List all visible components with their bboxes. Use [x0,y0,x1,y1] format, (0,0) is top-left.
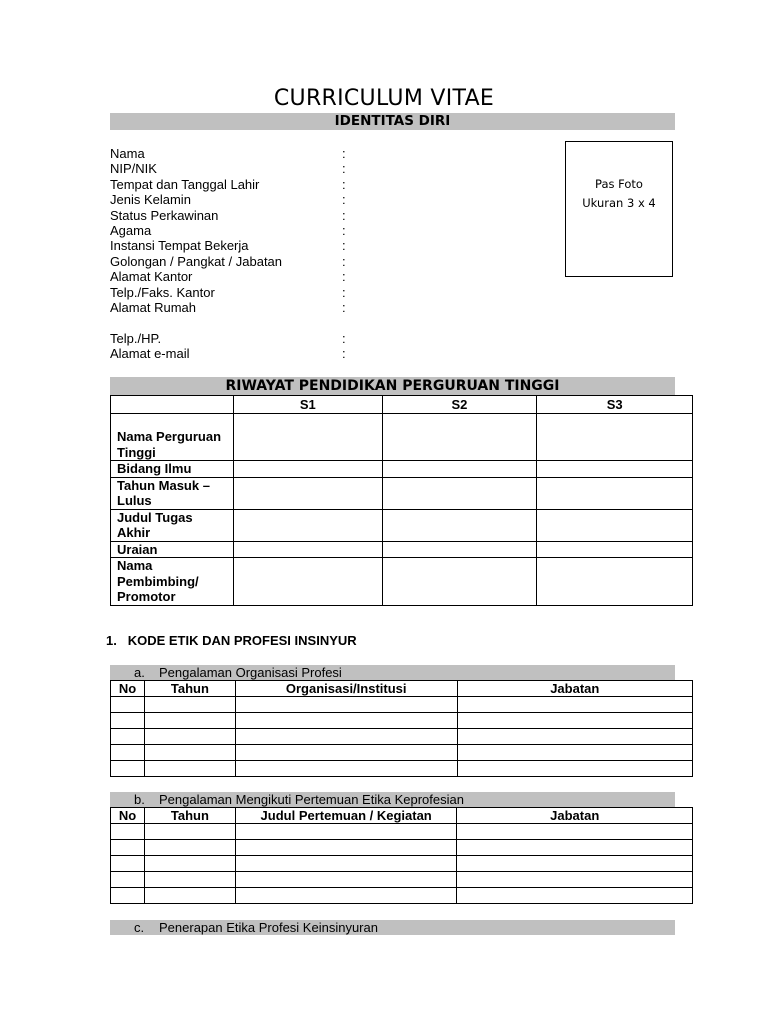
field-row [110,223,350,238]
row-label: Tahun Masuk – Lulus [111,477,234,509]
field-label: Golongan / Pangkat / Jabatan [110,253,283,269]
field-label: Alamat e-mail [110,346,190,362]
section-heading [106,633,357,648]
pendidikan-header: RIWAYAT PENDIDIKAN PERGURUAN TINGGI [110,377,675,395]
field-row [110,238,350,253]
identity-fields [110,146,350,361]
table-row [111,840,693,856]
field-label: NIP/NIK [110,161,157,177]
photo-placeholder [565,141,673,277]
table-header-cell: S3 [537,396,693,414]
table-header-cell: Judul Pertemuan / Kegiatan [235,808,457,824]
row-label: Nama Perguruan Tinggi [111,414,234,461]
field-colon: : [342,176,346,192]
pertemuan-table [110,807,693,904]
photo-label: Pas Foto [595,177,643,191]
table-row [111,856,693,872]
table-row [111,761,693,777]
subsection-c-heading [110,920,675,935]
table-header-cell: No [111,808,145,824]
field-label: Alamat Kantor [110,269,193,285]
field-label: Agama [110,222,152,238]
field-colon: : [342,284,346,300]
field-row [110,146,350,161]
table-row [111,745,693,761]
field-colon: : [342,269,346,285]
field-colon: : [342,346,346,362]
field-colon: : [342,299,346,315]
organisasi-table [110,680,693,777]
table-row [111,824,693,840]
subsection-a-heading [110,665,675,680]
table-row [111,541,693,558]
field-colon: : [342,222,346,238]
table-row [111,729,693,745]
field-label: Alamat Rumah [110,299,196,315]
photo-size-label: Ukuran 3 x 4 [582,196,656,210]
field-row [110,208,350,223]
field-row [110,192,350,207]
row-label: Judul Tugas Akhir [111,509,234,541]
field-colon: : [342,192,346,208]
field-label: Nama [110,146,145,161]
table-header-cell: S2 [382,396,537,414]
page-title: CURRICULUM VITAE [273,86,495,111]
education-table [110,395,693,606]
subsection-label: a. [134,665,145,680]
subsection-title: Pengalaman Mengikuti Pertemuan Etika Keprofesian [159,792,464,807]
row-label: Bidang Ilmu [111,461,234,478]
field-label: Jenis Kelamin [110,192,191,208]
field-row [110,300,350,315]
section-title: KODE ETIK DAN PROFESI INSINYUR [127,633,357,648]
field-colon: : [342,161,346,177]
table-row [111,414,693,461]
table-row [111,477,693,509]
field-row [110,331,350,346]
field-row [110,269,350,284]
field-label: Tempat dan Tanggal Lahir [110,176,260,192]
field-colon: : [342,253,346,269]
field-row [110,285,350,300]
subsection-title: Penerapan Etika Profesi Keinsinyuran [159,920,378,935]
table-row [111,888,693,904]
table-header-cell: Jabatan [457,808,693,824]
field-colon: : [342,330,346,346]
subsection-title: Pengalaman Organisasi Profesi [159,665,342,680]
field-colon: : [342,207,346,223]
table-row [111,872,693,888]
row-label: Uraian [111,541,234,558]
field-row [110,254,350,269]
table-header-cell: Tahun [144,681,235,697]
table-header-cell: Jabatan [457,681,692,697]
table-header-cell [111,396,234,414]
field-label: Instansi Tempat Bekerja [110,238,249,254]
field-row [110,161,350,176]
table-header-cell: S1 [233,396,382,414]
identitas-header: IDENTITAS DIRI [110,113,675,130]
subsection-label: b. [134,792,145,807]
field-colon: : [342,146,346,161]
table-row [111,713,693,729]
table-header-cell: No [111,681,145,697]
table-row [111,509,693,541]
section-number: 1. [106,633,117,648]
subsection-b-heading [110,792,675,807]
field-label: Telp./HP. [110,330,162,346]
table-row [111,461,693,478]
table-header-cell: Tahun [144,808,235,824]
field-row [110,177,350,192]
field-label: Status Perkawinan [110,207,219,223]
field-row [110,346,350,361]
field-label: Telp./Faks. Kantor [110,284,215,300]
table-row [111,558,693,606]
table-row [111,697,693,713]
row-label: Nama Pembimbing/ Promotor [111,558,234,606]
subsection-label: c. [134,920,145,935]
table-header-cell: Organisasi/Institusi [235,681,457,697]
field-colon: : [342,238,346,254]
